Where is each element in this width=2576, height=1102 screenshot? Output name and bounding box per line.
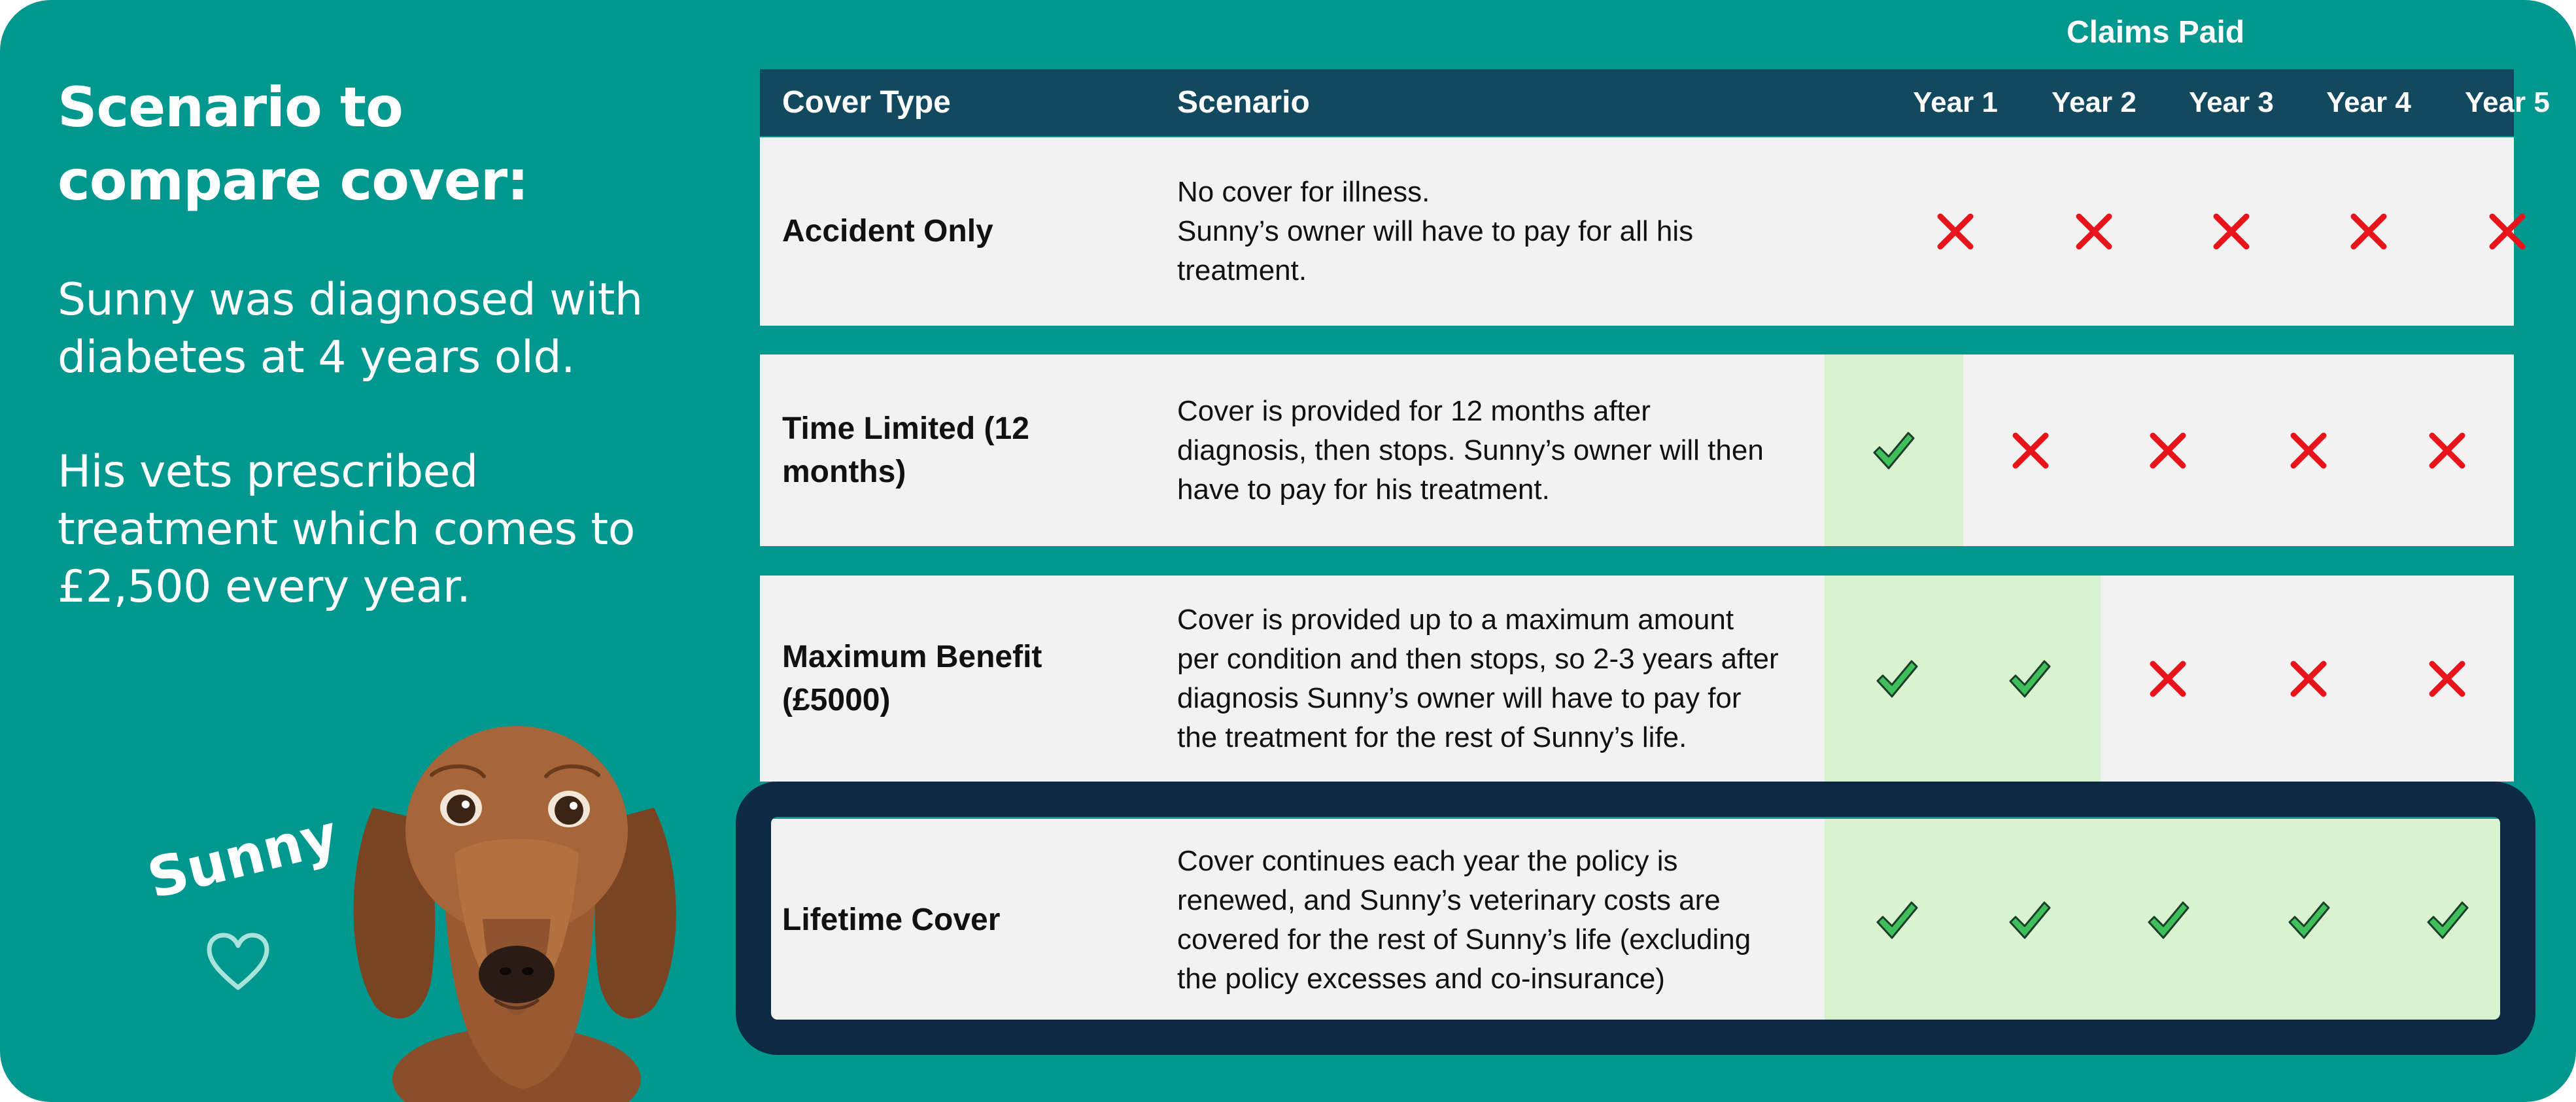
check-icon: [1874, 897, 1919, 943]
year-5-header: Year 5: [2465, 86, 2550, 118]
scenario-heading: [58, 71, 528, 217]
check-icon: [1874, 656, 1919, 702]
scenario-line: have to pay for his treatment.: [1177, 473, 1550, 506]
check-icon: [2286, 897, 2331, 943]
cross-icon: [1932, 209, 1978, 254]
check-icon: [2006, 656, 2052, 702]
treatment-cost-text: [58, 443, 635, 616]
cover-type-cell: Accident Only: [782, 214, 993, 249]
check-icon: [2006, 897, 2052, 943]
claims-paid-label: Claims Paid: [2067, 15, 2245, 50]
scenario-line: Cover is provided up to a maximum amount: [1177, 603, 1734, 636]
heading-line: compare cover:: [58, 148, 528, 213]
cover-type-cell: Time Limited (12 months): [782, 411, 1029, 489]
scenario-line: No cover for illness.: [1177, 176, 1430, 208]
year-2-header: Year 2: [2052, 86, 2137, 118]
text-line: treatment which comes to: [58, 504, 635, 555]
scenario-header: Scenario: [1177, 85, 1310, 120]
text-line: Sunny was diagnosed with: [58, 274, 643, 326]
heart-outline-icon: [204, 930, 272, 993]
cross-icon: [2145, 428, 2191, 474]
scenario-cell: [1177, 842, 1831, 999]
scenario-cell: [1177, 600, 1831, 757]
text-line: diabetes at 4 years old.: [58, 332, 575, 383]
table-header: [760, 69, 2550, 136]
cross-icon: [2484, 209, 2530, 254]
scenario-line: covered for the rest of Sunny’s life (excluding: [1177, 923, 1751, 956]
cover-type-cell: Maximum Benefit (£5000): [782, 639, 1042, 717]
scenario-line: per condition and then stops, so 2-3 years after: [1177, 642, 1779, 675]
dachshund-photo: [320, 703, 713, 1102]
cover-type-cell: Lifetime Cover: [782, 903, 1001, 937]
year-1-header: Year 1: [1913, 86, 1998, 118]
cross-icon: [2286, 656, 2331, 702]
scenario-line: Cover continues each year the policy is: [1177, 845, 1678, 877]
cross-icon: [2346, 209, 2392, 254]
cross-icon: [2208, 209, 2254, 254]
scenario-line: Sunny’s owner will have to pay for all his: [1177, 215, 1694, 247]
cross-icon: [2071, 209, 2117, 254]
scenario-line: renewed, and Sunny’s veterinary costs are: [1177, 884, 1721, 916]
cover-type-header: Cover Type: [782, 85, 951, 120]
cross-icon: [2286, 428, 2331, 474]
scenario-line: the policy excesses and co-insurance): [1177, 963, 1665, 995]
text-line: £2,500 every year.: [58, 561, 471, 613]
year-3-header: Year 3: [2189, 86, 2274, 118]
scenario-cell: [1177, 392, 1831, 509]
cross-icon: [2008, 428, 2053, 474]
scenario-line: Cover is provided for 12 months after: [1177, 394, 1651, 427]
cross-icon: [2145, 656, 2191, 702]
table-row: [760, 819, 2514, 1022]
table-row: [760, 137, 2514, 326]
check-icon: [2424, 897, 2470, 943]
table-row: [760, 576, 2514, 782]
scenario-line: the treatment for the rest of Sunny’s life.: [1177, 721, 1687, 753]
dog-name-label: Sunny: [141, 802, 344, 911]
scenario-line: diagnosis Sunny’s owner will have to pay for: [1177, 681, 1742, 714]
heading-line: Scenario to: [58, 75, 403, 139]
table-row: [760, 354, 2514, 546]
cross-icon: [2424, 656, 2470, 702]
covered-cell: [1825, 576, 2101, 782]
scenario-line: diagnosis, then stops. Sunny’s owner will then: [1177, 434, 1764, 466]
check-icon: [2145, 897, 2191, 943]
year-4-header: Year 4: [2326, 86, 2411, 118]
text-line: His vets prescribed: [58, 446, 478, 498]
check-icon: [1870, 428, 1916, 474]
cross-icon: [2424, 428, 2470, 474]
scenario-cell: [1177, 173, 1831, 290]
scenario-line: treatment.: [1177, 254, 1307, 286]
diagnosis-text: [58, 271, 643, 387]
